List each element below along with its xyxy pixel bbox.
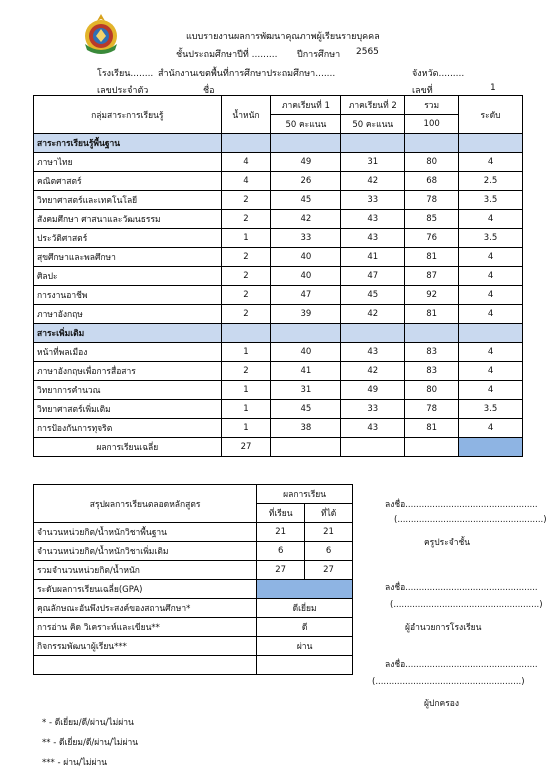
- subject-level: 4: [459, 381, 523, 400]
- subject-sem2-score: 45: [341, 286, 405, 305]
- student-number-label: เลขที่: [412, 86, 433, 96]
- subject-level: 4: [459, 362, 523, 381]
- subject-sem2-score: 41: [341, 248, 405, 267]
- parent-sign-line: ลงชื่อ.................................................: [385, 660, 538, 670]
- summary-result-header: ผลการเรียน: [257, 485, 353, 504]
- summary-row-studied: 27: [257, 561, 305, 580]
- total-max: 100: [405, 115, 459, 134]
- sem1-max: 50 คะแนน: [271, 115, 341, 134]
- subject-total: 83: [405, 362, 459, 381]
- student-number-value: 1: [490, 83, 496, 93]
- subject-sem2-score: 43: [341, 210, 405, 229]
- subject-weight: 2: [221, 267, 271, 286]
- subject-sem2-score: 42: [341, 305, 405, 324]
- activity-label: กิจกรรมพัฒนาผู้เรียน***: [34, 637, 257, 656]
- subject-name: วิทยาการคำนวณ: [34, 381, 222, 400]
- subject-name: ภาษาไทย: [34, 153, 222, 172]
- subject-weight: 1: [221, 381, 271, 400]
- subject-sem2-score: 31: [341, 153, 405, 172]
- teacher-name-line: (......................................................): [394, 515, 547, 525]
- subject-sem1-score: 45: [271, 400, 341, 419]
- col-sem2-header: ภาคเรียนที่ 2: [341, 96, 405, 115]
- subject-weight: 2: [221, 248, 271, 267]
- subject-row: [34, 286, 523, 305]
- section-extra-label: สาระเพิ่มเติม: [34, 324, 222, 343]
- subject-name: วิทยาศาสตร์เพิ่มเติม: [34, 400, 222, 419]
- subject-weight: 2: [221, 286, 271, 305]
- average-weight: 27: [221, 438, 271, 457]
- subject-total: 81: [405, 419, 459, 438]
- note-reading: ** - ดีเยี่ยม/ดี/ผ่าน/ไม่ผ่าน: [42, 738, 139, 748]
- subject-weight: 2: [221, 362, 271, 381]
- subject-name: การป้องกันการทุจริต: [34, 419, 222, 438]
- subject-level: 3.5: [459, 400, 523, 419]
- subject-weight: 1: [221, 419, 271, 438]
- subject-total: 68: [405, 172, 459, 191]
- subject-name: การงานอาชีพ: [34, 286, 222, 305]
- subject-total: 81: [405, 305, 459, 324]
- subject-row: [34, 419, 523, 438]
- subject-weight: 1: [221, 343, 271, 362]
- subject-sem1-score: 38: [271, 419, 341, 438]
- subject-weight: 1: [221, 229, 271, 248]
- summary-table: [33, 484, 353, 675]
- summary-row: [34, 542, 353, 561]
- subject-sem1-score: 40: [271, 343, 341, 362]
- note-activity: *** - ผ่าน/ไม่ผ่าน: [42, 758, 108, 768]
- report-title: แบบรายงานผลการพัฒนาคุณภาพผู้เรียนรายบุคคล: [186, 32, 380, 42]
- subject-name: สุขศึกษาและพลศึกษา: [34, 248, 222, 267]
- school-field: โรงเรียน........: [97, 69, 154, 79]
- subject-row: [34, 153, 523, 172]
- subject-weight: 2: [221, 305, 271, 324]
- summary-row-label: จำนวนหน่วยกิต/น้ำหนักวิชาพื้นฐาน: [34, 523, 257, 542]
- subject-sem2-score: 33: [341, 400, 405, 419]
- subject-total: 80: [405, 153, 459, 172]
- office-field: สำนักงานเขตพื้นที่การศึกษาประถมศึกษา.......: [158, 69, 336, 79]
- subject-sem1-score: 26: [271, 172, 341, 191]
- teacher-role: ครูประจำชั้น: [424, 538, 471, 548]
- sem2-max: 50 คะแนน: [341, 115, 405, 134]
- summary-row-label: รวมจำนวนหน่วยกิต/น้ำหนัก: [34, 561, 257, 580]
- subject-total: 76: [405, 229, 459, 248]
- school-emblem-icon: [79, 12, 123, 56]
- subject-total: 78: [405, 191, 459, 210]
- director-role: ผู้อำนวยการโรงเรียน: [405, 623, 482, 633]
- traits-label: คุณลักษณะอันพึงประสงค์ของสถานศึกษา*: [34, 599, 257, 618]
- subject-sem1-score: 41: [271, 362, 341, 381]
- col-total-header: รวม: [405, 96, 459, 115]
- parent-name-line: (......................................................): [372, 677, 525, 687]
- teacher-sign-line: ลงชื่อ.................................................: [385, 500, 538, 510]
- subject-name: ศิลปะ: [34, 267, 222, 286]
- subject-total: 78: [405, 400, 459, 419]
- subject-row: [34, 400, 523, 419]
- blank-row-label: [34, 656, 257, 675]
- parent-role: ผู้ปกครอง: [424, 699, 460, 709]
- subject-sem2-score: 43: [341, 343, 405, 362]
- gpa-value-cell: [257, 580, 353, 599]
- col-sem1-header: ภาคเรียนที่ 1: [271, 96, 341, 115]
- subject-sem1-score: 49: [271, 153, 341, 172]
- subject-name: สังคมศึกษา ศาสนาและวัฒนธรรม: [34, 210, 222, 229]
- subject-level: 3.5: [459, 191, 523, 210]
- subject-sem1-score: 33: [271, 229, 341, 248]
- summary-title: สรุปผลการเรียนตลอดหลักสูตร: [34, 485, 257, 523]
- gpa-label: ระดับผลการเรียนเฉลี่ย(GPA): [34, 580, 257, 599]
- subject-sem2-score: 47: [341, 267, 405, 286]
- subject-weight: 1: [221, 400, 271, 419]
- subject-level: 4: [459, 343, 523, 362]
- subject-total: 81: [405, 248, 459, 267]
- blank-row-value: [257, 656, 353, 675]
- section-row-extra: [34, 324, 523, 343]
- reading-value: ดี: [257, 618, 353, 637]
- subject-sem2-score: 42: [341, 362, 405, 381]
- average-level-cell: [459, 438, 523, 457]
- subject-sem2-score: 42: [341, 172, 405, 191]
- subject-row: [34, 305, 523, 324]
- subject-row: [34, 210, 523, 229]
- subject-weight: 4: [221, 153, 271, 172]
- average-row: [34, 438, 523, 457]
- note-traits: * - ดีเยี่ยม/ดี/ผ่าน/ไม่ผ่าน: [42, 718, 134, 728]
- subject-sem1-score: 47: [271, 286, 341, 305]
- subject-row: [34, 381, 523, 400]
- subject-total: 87: [405, 267, 459, 286]
- subject-weight: 2: [221, 210, 271, 229]
- subject-level: 2.5: [459, 172, 523, 191]
- subject-level: 4: [459, 210, 523, 229]
- subject-level: 4: [459, 286, 523, 305]
- reading-label: การอ่าน คิด วิเคราะห์และเขียน**: [34, 618, 257, 637]
- summary-row: [34, 523, 353, 542]
- grade-level-field: ชั้นประถมศึกษาปีที่ .........: [176, 50, 278, 60]
- subject-row: [34, 343, 523, 362]
- subject-sem1-score: 39: [271, 305, 341, 324]
- subject-level: 3.5: [459, 229, 523, 248]
- subject-total: 85: [405, 210, 459, 229]
- col-weight-header: น้ำหนัก: [221, 96, 271, 134]
- subject-row: [34, 191, 523, 210]
- director-name-line: (......................................................): [390, 600, 543, 610]
- subject-name: ภาษาอังกฤษ: [34, 305, 222, 324]
- summary-row-studied: 21: [257, 523, 305, 542]
- subject-sem1-score: 45: [271, 191, 341, 210]
- subject-row: [34, 229, 523, 248]
- subject-name: วิทยาศาสตร์และเทคโนโลยี: [34, 191, 222, 210]
- subject-level: 4: [459, 153, 523, 172]
- section-row-basic: [34, 134, 523, 153]
- col-subject-header: กลุ่มสาระการเรียนรู้: [34, 96, 222, 134]
- subject-sem1-score: 42: [271, 210, 341, 229]
- subject-total: 83: [405, 343, 459, 362]
- subject-weight: 4: [221, 172, 271, 191]
- grade-table: [33, 95, 523, 457]
- year-label: ปีการศึกษา: [297, 50, 341, 60]
- student-id-label: เลขประจำตัว: [97, 86, 149, 96]
- subject-sem2-score: 43: [341, 229, 405, 248]
- subject-level: 4: [459, 248, 523, 267]
- summary-studied-header: ที่เรียน: [257, 504, 305, 523]
- director-sign-line: ลงชื่อ.................................................: [385, 583, 538, 593]
- province-field: จังหวัด.........: [412, 69, 465, 79]
- summary-earned-header: ที่ได้: [305, 504, 353, 523]
- subject-sem2-score: 49: [341, 381, 405, 400]
- subject-sem1-score: 40: [271, 248, 341, 267]
- subject-sem2-score: 43: [341, 419, 405, 438]
- activity-value: ผ่าน: [257, 637, 353, 656]
- student-name-label: ชื่อ: [203, 86, 215, 96]
- subject-name: หน้าที่พลเมือง: [34, 343, 222, 362]
- col-level-header: ระดับ: [459, 96, 523, 134]
- summary-row-earned: 27: [305, 561, 353, 580]
- subject-row: [34, 362, 523, 381]
- subject-name: ประวัติศาสตร์: [34, 229, 222, 248]
- subject-name: ภาษาอังกฤษเพื่อการสื่อสาร: [34, 362, 222, 381]
- subject-sem1-score: 31: [271, 381, 341, 400]
- subject-total: 92: [405, 286, 459, 305]
- subject-weight: 2: [221, 191, 271, 210]
- summary-row-label: จำนวนหน่วยกิต/น้ำหนักวิชาเพิ่มเติม: [34, 542, 257, 561]
- subject-sem2-score: 33: [341, 191, 405, 210]
- summary-row-earned: 6: [305, 542, 353, 561]
- section-basic-label: สาระการเรียนรู้พื้นฐาน: [34, 134, 222, 153]
- summary-row-earned: 21: [305, 523, 353, 542]
- summary-row: [34, 561, 353, 580]
- subject-row: [34, 248, 523, 267]
- subject-row: [34, 172, 523, 191]
- traits-value: ดีเยี่ยม: [257, 599, 353, 618]
- subject-total: 80: [405, 381, 459, 400]
- summary-row-studied: 6: [257, 542, 305, 561]
- subject-level: 4: [459, 419, 523, 438]
- average-label: ผลการเรียนเฉลี่ย: [34, 438, 222, 457]
- subject-sem1-score: 40: [271, 267, 341, 286]
- subject-level: 4: [459, 267, 523, 286]
- subject-level: 4: [459, 305, 523, 324]
- subject-name: คณิตศาสตร์: [34, 172, 222, 191]
- subject-row: [34, 267, 523, 286]
- year-value: 2565: [356, 47, 379, 57]
